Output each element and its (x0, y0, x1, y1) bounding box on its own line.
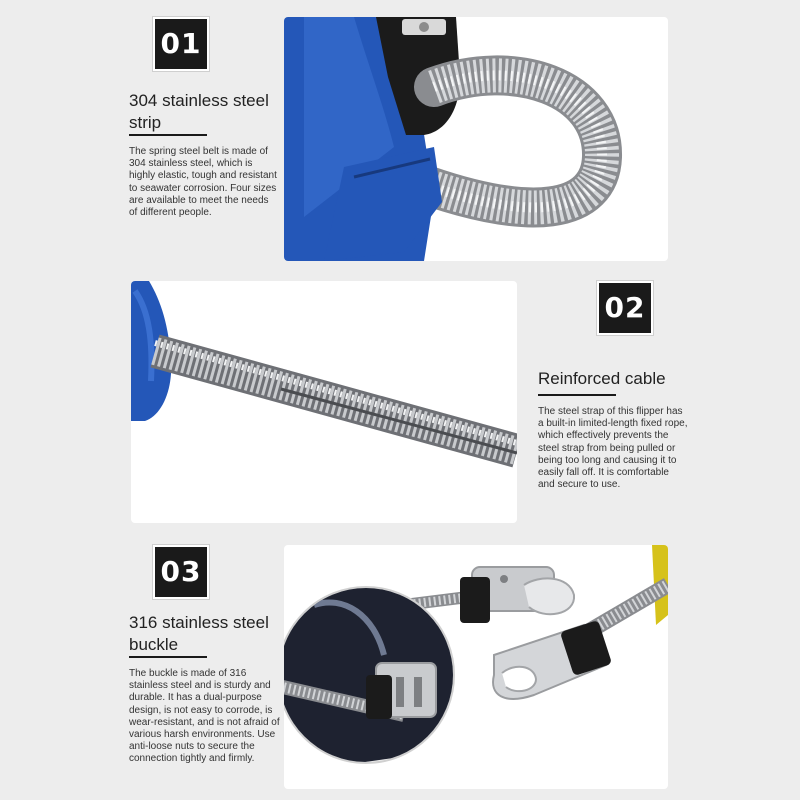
section-number-badge-02: 02 (597, 281, 653, 335)
section-title-01: 304 stainless steel strip (129, 91, 269, 132)
stainless-buckle-photo (284, 545, 668, 789)
section-divider-01 (129, 134, 207, 136)
coiled-spring-strap-photo (284, 17, 668, 261)
section-description-03: The buckle is made of 316 stainless steel and is sturdy and durable. It has a dual-purpose design, is not easy to corrode, is wear-resistant, and is not afraid of various harsh environments. Use anti-loose nuts to secure the connection tightly and firmly. (129, 668, 280, 765)
section-title-03: 316 stainless steel buckle (129, 613, 269, 654)
spring-with-internal-cable-photo (131, 281, 517, 523)
section-number-badge-01: 01 (153, 17, 209, 71)
section-description-02: The steel strap of this flipper has a built-in limited-length fixed rope, which effectively prevents the steel strap from being pulled or being too long and causing it to easily fall off. It is comfortable and secure to use. (538, 406, 688, 491)
section-description-01: The spring steel belt is made of 304 stainless steel, which is highly elastic, tough and resistant to seawater corrosion. Four sizes are available to meet the needs of different people. (129, 146, 277, 219)
section-number-badge-03: 03 (153, 545, 209, 599)
section-title-02: Reinforced cable (538, 369, 666, 388)
section-divider-02 (538, 394, 616, 396)
section-divider-03 (129, 656, 207, 658)
